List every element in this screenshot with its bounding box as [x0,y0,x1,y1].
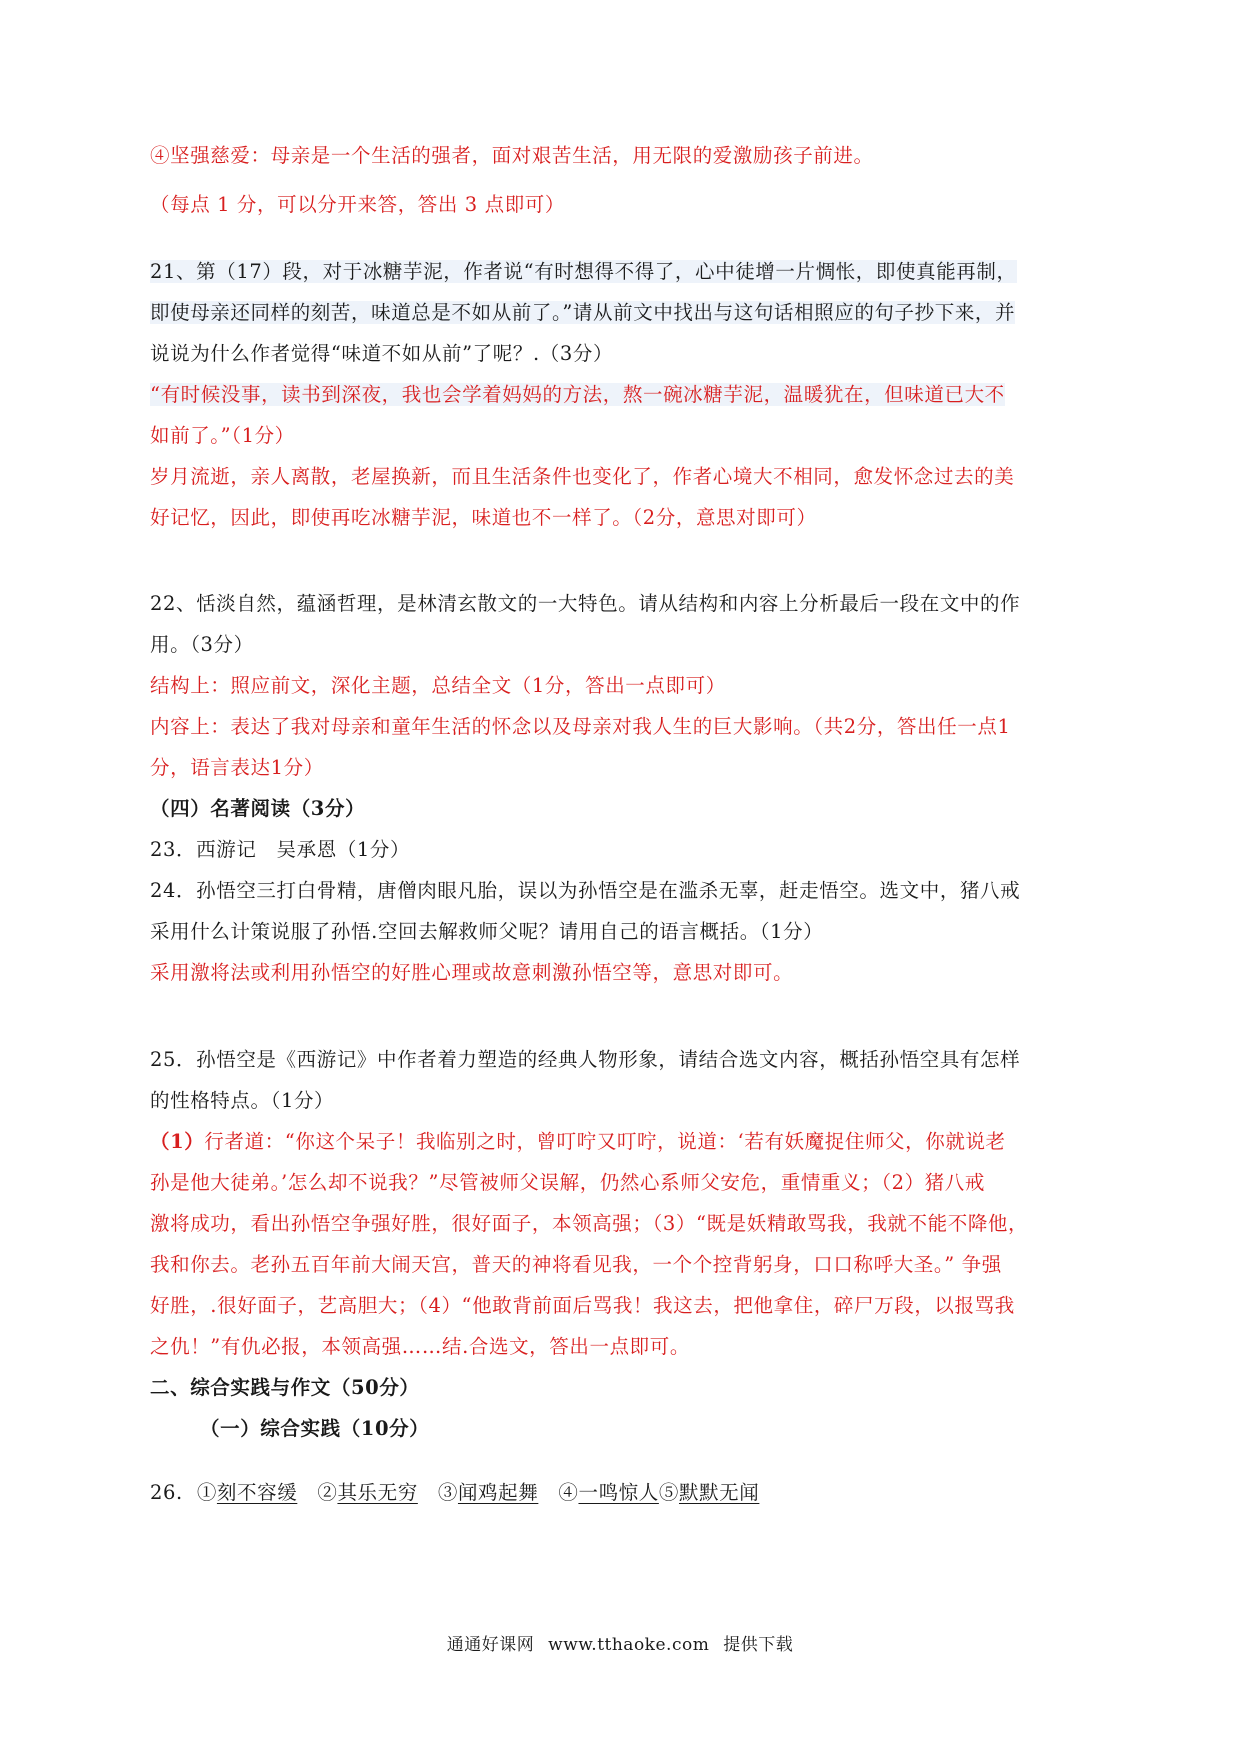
answer-25-line2: 孙是他大徒弟。’怎么却不说我？”尽管被师父误解，仍然心系师父安危，重情重义；（2）猪八戒 [150,1171,985,1194]
question-25-line1: 25．孙悟空是《西游记》中作者着力塑造的经典人物形象，请结合选文内容，概括孙悟空具有怎样 [150,1048,1021,1071]
question-23: 23．西游记 吴承恩（1分） [150,838,411,861]
question-25-line2: 的性格特点。（1分） [150,1089,335,1112]
answer-21-line4: 好记忆，因此，即使再吃冰糖芋泥，味道也不一样了。（2分，意思对即可） [150,506,817,529]
answer-21-line3: 岁月流逝，亲人离散，老屋换新，而且生活条件也变化了，作者心境大不相同，愈发怀念过去的美 [150,465,1015,488]
answer-25-line3: 激将成功，看出孙悟空争强好胜，很好面子，本领高强；（3）“既是妖精敢骂我，我就不能不降他， [150,1212,1029,1235]
question-26-number: 26. [150,1481,183,1504]
q26-option-5: ⑤默默无闻 [658,1481,760,1504]
answer-21-line1: “有时候没事，读书到深夜，我也会学着妈妈的方法，熬一碗冰糖芋泥，温暖犹在，但味道已大不 [150,383,1005,406]
q26-option-1: ①刻不容缓 [196,1481,298,1504]
answer-25-line1 [150,1127,1100,1157]
question-21-line1: 21、第（17）段，对于冰糖芋泥，作者说“有时想得不得了，心中徒增一片惆怅，即使真能再制， [150,260,1017,283]
answer-22-content-cont: 分，语言表达1分） [150,756,324,779]
question-22-line2: 用。（3分） [150,633,254,656]
subsection-heading-practice: （一）综合实践（10分） [200,1417,430,1440]
answer-line: ④坚强慈爱：母亲是一个生活的强者，面对艰苦生活，用无限的爱激励孩子前进。 [150,144,874,167]
answer-22-content: 内容上：表达了我对母亲和童年生活的怀念以及母亲对我人生的巨大影响。（共2分，答出任一点1 [150,715,1011,738]
page-footer [0,1630,1240,1655]
answer-25-point-number: （1） [150,1130,205,1153]
q26-option-4: ④一鸣惊人 [558,1481,659,1504]
scoring-note: （每点 1 分，可以分开来答，答出 3 点即可） [150,193,566,216]
footer-url[interactable]: www.tthaoke.com [548,1635,710,1655]
answer-25-line4: 我和你去。老孙五百年前大闹天宫，普天的神将看见我，一个个控背躬身，口口称呼大圣。” 争强 [150,1253,1002,1276]
footer-note: 提供下载 [723,1635,794,1655]
question-21-line2-row [150,298,1100,328]
question-26 [150,1478,1100,1508]
section-heading-classics: （四）名著阅读（3分） [150,797,366,820]
question-21 [150,257,1100,287]
answer-24: 采用激将法或利用孙悟空的好胜心理或故意刺激孙悟空等，意思对即可。 [150,961,794,984]
question-21-line2: 即使母亲还同样的刻苦，味道总是不如从前了。”请从前文中找出与这句话相照应的句子抄下来，并 [150,301,1016,324]
answer-25-line1-text: 行者道：“你这个呆子！我临别之时，曾叮咛又叮咛，说道：‘若有妖魔捉住师父，你就说老 [204,1130,1006,1153]
answer-21-line2: 如前了。”（1分） [150,424,295,447]
question-24-line2: 采用什么计策说服了孙悟.空回去解救师父呢？请用自己的语言概括。（1分） [150,920,824,943]
answer-25-line6: 之仇！”有仇必报，本领高强……结.合选文，答出一点即可。 [150,1335,690,1358]
question-21-line3: 说说为什么作者觉得“味道不如从前”了呢？.（3分） [150,342,614,365]
q26-option-3: ③闻鸡起舞 [437,1481,539,1504]
footer-site-name: 通通好课网 [446,1635,535,1655]
answer-22-structure: 结构上：照应前文，深化主题，总结全文（1分，答出一点即可） [150,674,726,697]
answer-25-line5: 好胜，.很好面子，艺高胆大；（4）“他敢背前面后骂我！我这去，把他拿住，碎尸万段，以报骂我 [150,1294,1015,1317]
answer-21-row1 [150,380,1100,410]
question-22-line1: 22、恬淡自然，蕴涵哲理，是林清玄散文的一大特色。请从结构和内容上分析最后一段在文中的作 [150,592,1021,615]
question-24-line1: 24．孙悟空三打白骨精，唐僧肉眼凡胎，误以为孙悟空是在滥杀无辜，赶走悟空。选文中，猪八戒 [150,879,1021,902]
q26-option-2: ②其乐无穷 [317,1481,418,1504]
section-heading-practice-writing: 二、综合实践与作文（50分） [150,1376,420,1399]
